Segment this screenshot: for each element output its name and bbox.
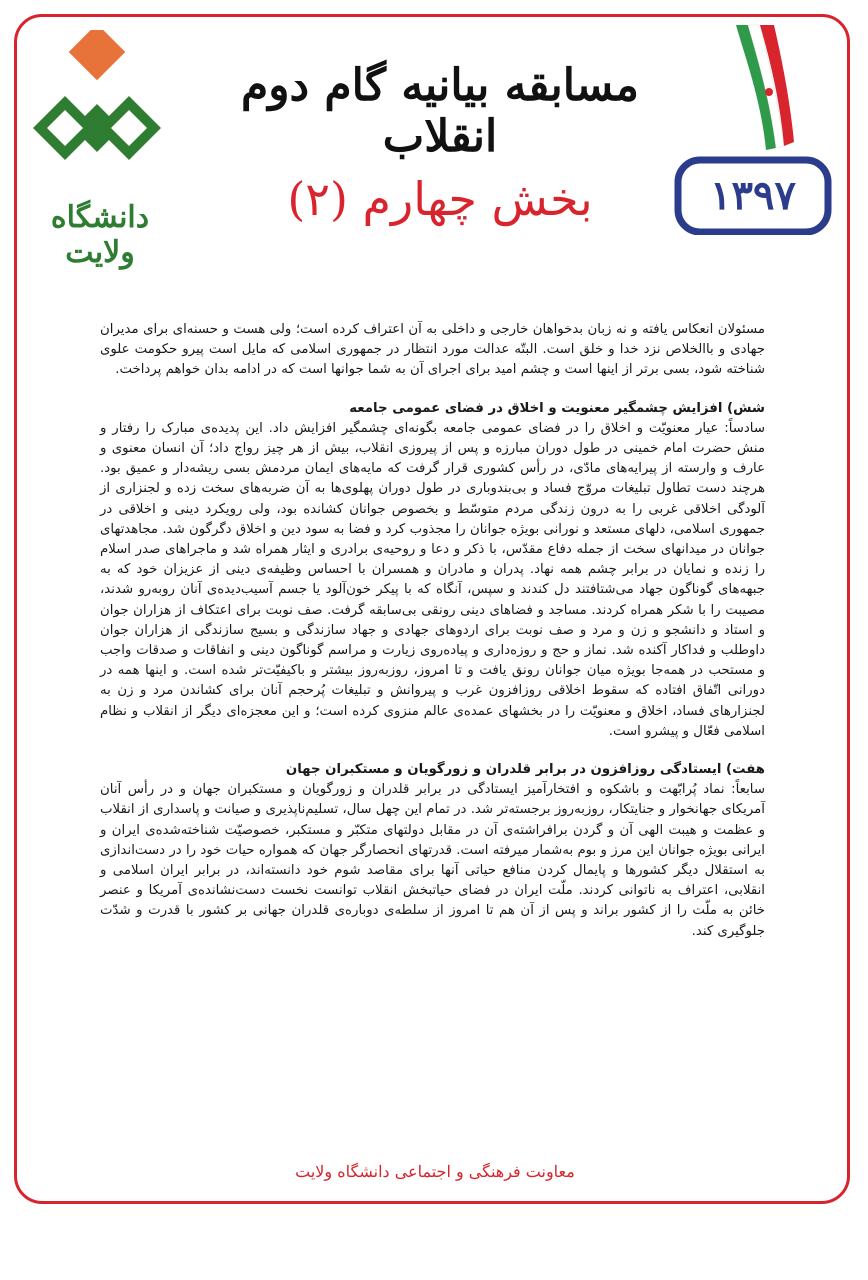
section-7-body: سابعاً: نماد پُرابّهت و باشکوه و افتخارآمیز ایستادگی در برابر قلدران و زورگویان و مستکبران جهان و در رأس آنان آمریکای جهانخوار و جنایتکار، روزبه‌روز برجسته‌تر شد. در تمام این چهل سال، تسلیم‌ناپذیری و صیانت و پاسداری از انقلاب و عظمت و هیبت الهی آن و گردن برافراشته‌ی آن در مقابل دولتهای متکبّر و مستکبر، خصوصیّت شناخته‌شده‌ی ایران و ایرانی بویژه جوانان این مرز و بوم به‌شمار میرفته است. قدرتهای انحصارگر جهان که همواره حیات خود را در دست‌اندازی به استقلال دیگر کشورها و پایمال کردن منافع حیاتی آنها برای مقاصد شوم خود دانسته‌اند، در برابر ایران اسلامی و انقلابی، اعتراف به ناتوانی کردند. ملّت ایران در فضای حیاتبخش انقلاب توانست نخست دست‌نشانده‌ی آمریکا و عنصر خائن به ملّت را از کشور براند و پس از آن هم تا امروز از سلطه‌ی دوباره‌ی قلدران جهانی بر کشور با قدرت و شدّت جلوگیری کند. (100, 782, 765, 939)
section-6-body: سادساً: عیار معنویّت و اخلاق را در فضای عمومی جامعه بگونه‌ای چشمگیر افزایش داد. این پدیده‌ی مبارک را رفتار و منش حضرت امام خمینی در طول دوران مبارزه و پس از پیروزی انقلاب، بیش از هر چیز رواج داد؛ آن انسان معنوی و عارف و وارسته از پیرایه‌های مادّی، در رأس کشوری قرار گرفت که مایه‌های ایمان مردمش بسی ریشه‌دار و عمیق بود. هرچند دست تطاول تبلیغات مروّج فساد و بی‌بندوباری در طول دوران پهلوی‌ها به آن ضربه‌های سخت زده و لجنزاری از آلودگی اخلاقی غربی را به درون زندگی مردم متوسّط و بخصوص جوانان کشانده بود، ولی رویکرد دینی و اخلاقی در جمهوری اسلامی، دلهای مستعد و نورانی بویژه جوانان را مجذوب کرد و فضا به سود دین و اخلاق دگرگون شد. مجاهدتهای جوانان در میدانهای سخت از جمله دفاع مقدّس، با ذکر و دعا و روحیه‌ی برادری و ایثار همراه شد و ماجراهای صدر اسلام را زنده و نمایان در برابر چشم همه نهاد. پدران و مادران و همسران با احساس وظیفه‌ی دینی از عزیزان خود که به جبهه‌های گوناگون جهاد می‌شتافتند دل کندند و سپس، آنگاه که با پیکر خون‌آلود یا جسم آسیب‌دیده‌ی آنان روبه‌رو شدند، مصیبت را با شکر همراه کردند. مساجد و فضاهای دینی رونقی بی‌سابقه گرفت. صف نوبت برای اعتکاف از هزاران جوان و استاد و دانشجو و زن و مرد و صف نوبت برای اردوهای جهادی و جهاد سازندگی و بسیج سازندگی از هزاران جوان داوطلب و فداکار آکنده شد. نماز و حج و روزه‌داری و پیاده‌روی زیارت و مراسم گوناگون دینی و انفاقات و صدقات واجب و مستحب در همه‌جا بویژه میان جوانان رونق یافت و تا امروز، روزبه‌روز بیشتر و باکیفیّت‌تر شده است. و اینها همه در دورانی اتّفاق افتاده که سقوط اخلاقی روزافزون غرب و پیروانش و تبلیغات پُرحجم آنان برای کشاندن مرد و زن به لجنزارهای فساد، اخلاق و معنویّت را در بخشهای عمده‌ی عالم منزوی کرده است؛ و این معجزه‌ای دیگر از انقلاب و نظام اسلامی فعّال و پیشرو است. (100, 420, 765, 739)
page-title: مسابقه بیانیه گام دوم انقلاب (241, 60, 639, 162)
anniversary-number: ۱۳۹۷ (710, 172, 796, 219)
section-6-heading: شش) افزایش چشمگیر معنویت و اخلاق در فضای عمومی جامعه (349, 400, 765, 416)
section-7-heading: هفت) ایستادگی روزافزون در برابر قلدران و زورگویان و مستکبران جهان (285, 762, 765, 778)
footer-credit: معاونت فرهنگی و اجتماعی دانشگاه ولایت (295, 1162, 575, 1181)
logo-emblem-icon (25, 30, 175, 200)
logo-left-caption: دانشگاه ولایت (50, 200, 150, 270)
intro-paragraph: مسئولان انعکاس یافته و نه زبان بدخواهان خارجی و داخلی به آن اعتراف کرده است؛ ولی هست و حسنه‌ای برای مدیران جهادی و باالخلاص نزد خدا و خلق است. البتّه عدالت مورد انتظار در جمهوری اسلامی که مایل است پیرو حکومت علوی شناخته شود، بسی برتر از اینها است و چشم امید برای اجرای آن به شما جوانها است که در ادامه بدان خواهم پرداخت. (100, 322, 765, 378)
university-logo (25, 30, 175, 270)
article-body (100, 320, 765, 942)
page-subtitle: بخش چهارم (۲) (287, 172, 593, 226)
